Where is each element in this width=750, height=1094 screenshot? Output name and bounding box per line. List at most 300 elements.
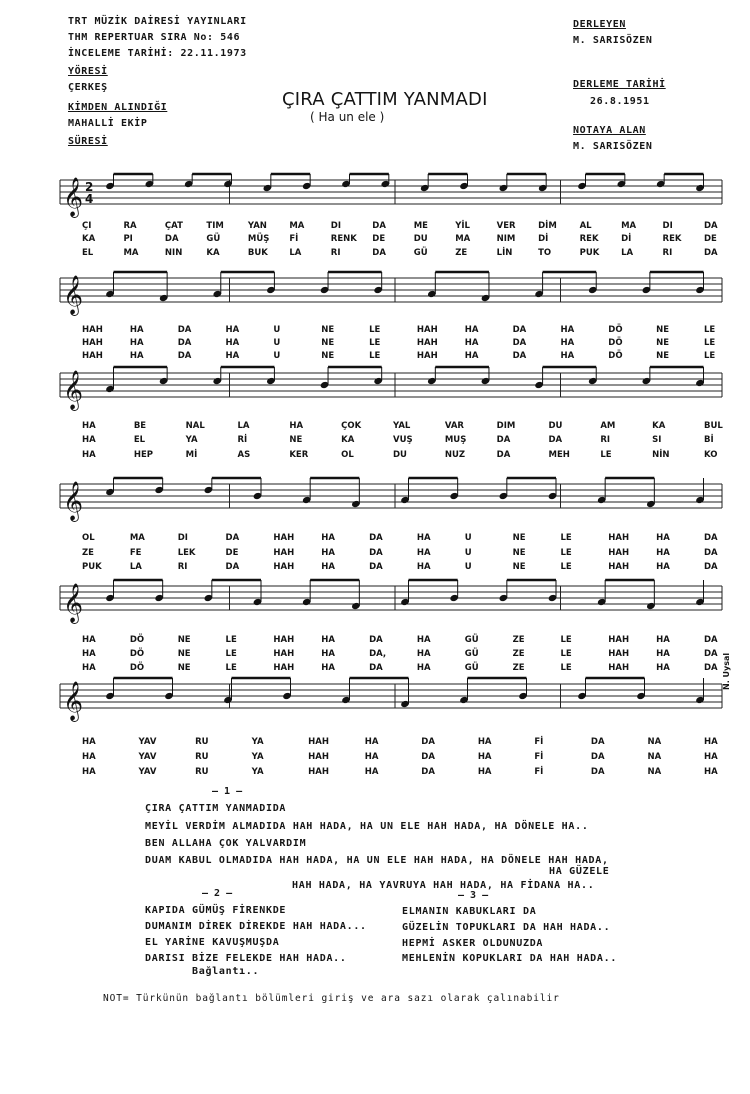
- lyric-syllable: NE: [321, 351, 335, 361]
- lyric-syllable: EL: [133, 435, 146, 445]
- verse-1-line-1: ÇIRA ÇATTIM YANMADIDA: [145, 803, 287, 814]
- verse-2-line-4: DARISI BİZE FELEKDE HAH HADA..: [145, 953, 347, 964]
- lyrics-s6-l2: [0, 752, 750, 766]
- lyrics-s1-l2: [0, 234, 750, 248]
- staff-system-6: [0, 676, 750, 736]
- lyric-syllable: NE: [177, 663, 191, 673]
- lyric-syllable: RU: [195, 737, 209, 747]
- lyric-syllable: U: [464, 548, 472, 558]
- collector-value: M. SARISÖZEN: [573, 35, 653, 46]
- lyrics-s2-l3: [0, 351, 750, 365]
- lyric-syllable: HA: [656, 562, 670, 572]
- verse-3-line-2: GÜZELİN TOPUKLARI DA HAH HADA..: [402, 922, 611, 933]
- lyric-syllable: DU: [393, 450, 407, 460]
- lyric-syllable: YA: [251, 737, 264, 747]
- verse-2-line-2: DUMANIM DİREK DİREKDE HAH HADA...: [145, 921, 367, 932]
- verse-3-line-3: HEPMİ ASKER OLDUNUZDA: [402, 938, 544, 949]
- lyric-syllable: HA: [129, 351, 144, 361]
- source-value: MAHALLİ EKİP: [68, 118, 148, 129]
- lyric-syllable: NE: [512, 533, 526, 543]
- lyric-syllable: ÇAT: [164, 221, 183, 231]
- notation-label: NOTAYA ALAN: [573, 125, 646, 136]
- lyric-syllable: DA: [704, 635, 718, 645]
- lyric-syllable: NIN: [164, 248, 183, 258]
- lyric-syllable: HA: [82, 421, 96, 431]
- lyric-syllable: NAL: [185, 421, 205, 431]
- lyric-syllable: DÖ: [608, 325, 623, 335]
- lyric-syllable: MUŞ: [444, 435, 467, 445]
- lyric-syllable: DA: [372, 248, 386, 258]
- lyric-syllable: U: [273, 351, 281, 361]
- collection-date-label: DERLEME TARİHİ: [573, 79, 666, 90]
- lyric-syllable: DA: [512, 351, 527, 361]
- treble-clef-icon: 𝄞: [63, 583, 84, 623]
- lyric-syllable: RU: [195, 767, 209, 777]
- lyric-syllable: DA: [369, 663, 383, 673]
- lyric-syllable: HAH: [273, 562, 295, 572]
- lyric-syllable: DA: [225, 562, 240, 572]
- lyric-syllable: HA: [82, 649, 96, 659]
- treble-clef-icon: 𝄞: [63, 481, 84, 521]
- treble-clef-icon: 𝄞: [63, 681, 84, 721]
- lyric-syllable: DA: [421, 767, 435, 777]
- lyric-syllable: PI: [123, 234, 133, 244]
- lyric-syllable: HA: [82, 450, 96, 460]
- lyric-syllable: DA: [372, 221, 386, 231]
- time-signature-top: 2: [85, 180, 94, 194]
- lyric-syllable: BUK: [247, 248, 268, 258]
- lyric-syllable: YAL: [393, 421, 411, 431]
- lyric-syllable: NA: [647, 737, 662, 747]
- verse-2-line-3: EL YARİNE KAVUŞMUŞDA: [145, 937, 280, 948]
- lyric-syllable: LA: [621, 248, 634, 258]
- lyric-syllable: DA: [369, 562, 383, 572]
- lyric-syllable: HA: [82, 767, 96, 777]
- lyrics-s4-l3: [0, 562, 750, 576]
- lyric-syllable: HAH: [416, 325, 438, 335]
- arranger-signature: N. Uysal: [722, 652, 731, 690]
- lyric-syllable: HA: [704, 737, 718, 747]
- lyric-syllable: GÜ: [206, 234, 221, 244]
- lyric-syllable: LE: [225, 635, 237, 645]
- treble-clef-icon: 𝄞: [63, 275, 84, 315]
- lyric-syllable: SI: [652, 435, 662, 445]
- lyric-syllable: DÖ: [608, 338, 623, 348]
- lyric-syllable: HA: [416, 649, 431, 659]
- lyric-syllable: DA: [177, 325, 192, 335]
- lyric-syllable: NE: [321, 325, 335, 335]
- lyric-syllable: DA: [590, 752, 605, 762]
- source-label: KİMDEN ALINDIĞI: [68, 102, 168, 113]
- lyric-syllable: HA: [225, 338, 240, 348]
- lyric-syllable: HA: [416, 533, 431, 543]
- lyric-syllable: HA: [321, 663, 335, 673]
- lyrics-s5-l3: [0, 663, 750, 677]
- lyric-syllable: DA: [369, 533, 383, 543]
- lyric-syllable: YA: [185, 435, 198, 445]
- lyric-syllable: DI: [177, 533, 188, 543]
- lyric-syllable: HAH: [608, 548, 630, 558]
- lyrics-s1-l3: [0, 248, 750, 262]
- lyric-syllable: OL: [82, 533, 95, 543]
- lyric-syllable: HAH: [273, 533, 295, 543]
- lyric-syllable: HA: [82, 663, 96, 673]
- treble-clef-icon: 𝄞: [63, 370, 84, 410]
- lyric-syllable: HAH: [308, 752, 329, 762]
- lyric-syllable: U: [464, 533, 472, 543]
- lyric-syllable: RI: [600, 435, 611, 445]
- lyric-syllable: HA: [704, 752, 718, 762]
- lyric-syllable: HA: [364, 737, 379, 747]
- verse-number-3-digit: 3: [470, 890, 477, 901]
- lyric-syllable: LİN: [496, 248, 513, 258]
- lyric-syllable: YAN: [247, 221, 267, 231]
- lyric-syllable: DA: [512, 338, 527, 348]
- lyric-syllable: DA: [590, 767, 605, 777]
- lyric-syllable: KA: [82, 234, 96, 244]
- lyric-syllable: HA: [321, 649, 335, 659]
- lyric-syllable: MA: [289, 221, 305, 231]
- lyric-syllable: HAH: [273, 635, 295, 645]
- lyric-syllable: HA: [225, 351, 240, 361]
- lyric-syllable: HA: [656, 649, 670, 659]
- lyric-syllable: YAV: [138, 737, 157, 747]
- lyric-syllable: DA: [704, 548, 718, 558]
- lyric-syllable: HAH: [416, 351, 438, 361]
- lyric-syllable: NIM: [496, 234, 516, 244]
- lyric-syllable: RI: [177, 562, 188, 572]
- lyric-syllable: ZE: [512, 649, 525, 659]
- lyric-syllable: HAH: [308, 767, 329, 777]
- lyric-syllable: DU: [413, 234, 428, 244]
- lyric-syllable: DA: [421, 752, 435, 762]
- lyrics-s4-l1: [0, 533, 750, 547]
- lyric-syllable: DÖ: [129, 649, 145, 659]
- lyric-syllable: DA: [421, 737, 435, 747]
- lyric-syllable: HA: [477, 737, 492, 747]
- lyric-syllable: HAH: [608, 663, 630, 673]
- lyric-syllable: YAV: [138, 767, 157, 777]
- lyric-syllable: NE: [177, 635, 191, 645]
- lyric-syllable: ME: [413, 221, 428, 231]
- lyric-syllable: VAR: [444, 421, 464, 431]
- lyric-syllable: HA: [416, 562, 431, 572]
- lyric-syllable: KA: [206, 248, 220, 258]
- lyric-syllable: DI: [330, 221, 342, 231]
- lyric-syllable: GÜ: [464, 649, 479, 659]
- lyric-syllable: EL: [82, 248, 94, 258]
- lyric-syllable: HA: [364, 752, 379, 762]
- lyric-syllable: LE: [369, 325, 381, 335]
- lyric-syllable: KER: [289, 450, 309, 460]
- notation-value: M. SARISÖZEN: [573, 141, 653, 152]
- lyric-syllable: AS: [237, 450, 251, 460]
- lyric-syllable: DE: [225, 548, 239, 558]
- verse-2-line-5: Bağlantı..: [192, 966, 260, 977]
- lyric-syllable: DA: [496, 435, 511, 445]
- lyric-syllable: LA: [129, 562, 142, 572]
- lyric-syllable: U: [273, 325, 281, 335]
- lyric-syllable: LE: [560, 635, 572, 645]
- lyric-syllable: NA: [647, 752, 662, 762]
- lyric-syllable: DA,: [369, 649, 387, 659]
- lyric-syllable: HAH: [273, 663, 295, 673]
- lyric-syllable: HA: [477, 752, 492, 762]
- lyric-syllable: HA: [704, 767, 718, 777]
- lyrics-s2-l1: [0, 325, 750, 339]
- lyric-syllable: MEH: [548, 450, 570, 460]
- lyric-syllable: DA: [704, 562, 718, 572]
- repertoire-number: THM REPERTUAR SIRA No: 546: [68, 32, 241, 43]
- lyrics-s6-l1: [0, 737, 750, 751]
- lyric-syllable: KA: [341, 435, 355, 445]
- lyric-syllable: HAH: [608, 649, 630, 659]
- lyric-syllable: HA: [464, 325, 479, 335]
- lyric-syllable: LE: [225, 663, 237, 673]
- publisher-line: TRT MÜZİK DAİRESİ YAYINLARI: [68, 16, 247, 27]
- collection-date-value: 26.8.1951: [590, 96, 650, 107]
- lyric-syllable: NA: [647, 767, 662, 777]
- lyric-syllable: LE: [704, 351, 716, 361]
- lyric-syllable: HAH: [273, 649, 295, 659]
- lyric-syllable: ZE: [82, 548, 94, 558]
- lyric-syllable: BE: [133, 421, 147, 431]
- lyric-syllable: Mİ: [185, 450, 198, 460]
- lyric-syllable: NE: [177, 649, 191, 659]
- lyric-syllable: PUK: [579, 248, 600, 258]
- lyric-syllable: HA: [82, 435, 96, 445]
- lyric-syllable: DA: [704, 221, 718, 231]
- lyric-syllable: HA: [656, 533, 670, 543]
- verse-number-3: — 3 —: [458, 890, 489, 901]
- lyric-syllable: LE: [704, 338, 716, 348]
- lyric-syllable: HA: [464, 351, 479, 361]
- song-title: ÇIRA ÇATTIM YANMADI: [282, 89, 488, 110]
- lyric-syllable: HAH: [308, 737, 329, 747]
- lyric-syllable: ÇI: [82, 221, 92, 231]
- lyric-syllable: LE: [560, 533, 572, 543]
- lyric-syllable: HA: [416, 635, 431, 645]
- lyric-syllable: DE: [372, 234, 386, 244]
- lyric-syllable: KA: [652, 421, 666, 431]
- lyric-syllable: GÜ: [464, 663, 479, 673]
- lyric-syllable: LE: [560, 663, 572, 673]
- lyric-syllable: Fİ: [534, 752, 544, 762]
- lyric-syllable: NE: [512, 548, 526, 558]
- lyric-syllable: HAH: [608, 562, 630, 572]
- lyric-syllable: RA: [123, 221, 137, 231]
- lyric-syllable: DA: [704, 248, 718, 258]
- lyric-syllable: LE: [225, 649, 237, 659]
- lyric-syllable: HA: [416, 663, 431, 673]
- lyric-syllable: TO: [538, 248, 552, 258]
- lyric-syllable: DA: [704, 649, 718, 659]
- lyric-syllable: HA: [129, 338, 144, 348]
- lyric-syllable: ÇOK: [341, 421, 362, 431]
- lyric-syllable: Fİ: [534, 767, 544, 777]
- lyric-syllable: DA: [496, 450, 511, 460]
- lyric-syllable: U: [273, 338, 281, 348]
- lyric-syllable: DA: [704, 663, 718, 673]
- lyric-syllable: DA: [369, 635, 383, 645]
- lyric-syllable: MA: [123, 248, 139, 258]
- lyric-syllable: Dİ: [621, 234, 632, 244]
- region-label: YÖRESİ: [68, 66, 108, 77]
- verse-1-line-6: HAH HADA, HA YAVRUYA HAH HADA, HA FİDANA HA..: [292, 880, 595, 891]
- lyrics-s5-l2: [0, 649, 750, 663]
- lyric-syllable: HA: [321, 533, 335, 543]
- lyric-syllable: HA: [82, 635, 96, 645]
- lyric-syllable: DA: [225, 533, 240, 543]
- lyric-syllable: HA: [321, 562, 335, 572]
- region-value: ÇERKEŞ: [68, 82, 108, 93]
- lyric-syllable: RENK: [330, 234, 357, 244]
- lyric-syllable: ZE: [512, 663, 525, 673]
- lyric-syllable: NE: [656, 351, 670, 361]
- lyric-syllable: LE: [369, 338, 381, 348]
- verse-number-2-digit: 2: [214, 888, 221, 899]
- lyric-syllable: NUZ: [444, 450, 466, 460]
- lyric-syllable: VER: [496, 221, 516, 231]
- lyric-syllable: DÖ: [129, 635, 145, 645]
- lyric-syllable: HA: [321, 548, 335, 558]
- verse-2-line-1: KAPIDA GÜMÜŞ FİRENKDE: [145, 905, 287, 916]
- lyric-syllable: LE: [369, 351, 381, 361]
- lyric-syllable: HAH: [82, 325, 103, 335]
- lyric-syllable: YA: [251, 752, 264, 762]
- lyric-syllable: HA: [82, 737, 96, 747]
- verse-1-line-4: DUAM KABUL OLMADIDA HAH HADA, HA UN ELE HAH HADA, HA DÖNELE HAH HADA,: [145, 855, 609, 866]
- lyric-syllable: DI: [662, 221, 673, 231]
- lyric-syllable: HA: [656, 663, 670, 673]
- lyrics-s3-l3: [0, 450, 750, 464]
- lyric-syllable: HA: [560, 325, 575, 335]
- lyric-syllable: YAV: [138, 752, 157, 762]
- lyric-syllable: MA: [129, 533, 145, 543]
- lyric-syllable: RI: [330, 248, 341, 258]
- lyric-syllable: MA: [455, 234, 471, 244]
- lyric-syllable: HAH: [608, 635, 630, 645]
- verse-3-line-1: ELMANIN KABUKLARI DA: [402, 906, 537, 917]
- lyric-syllable: Fİ: [534, 737, 544, 747]
- lyric-syllable: HA: [321, 635, 335, 645]
- lyric-syllable: NİN: [652, 450, 670, 460]
- lyrics-s2-l2: [0, 338, 750, 352]
- lyric-syllable: HAH: [273, 548, 295, 558]
- verse-1-line-2: MEYİL VERDİM ALMADIDA HAH HADA, HA UN ELE HAH HADA, HA DÖNELE HA..: [145, 821, 589, 832]
- lyrics-s3-l2: [0, 435, 750, 449]
- lyrics-s4-l2: [0, 548, 750, 562]
- lyric-syllable: AM: [600, 421, 616, 431]
- lyric-syllable: DA: [512, 325, 527, 335]
- lyric-syllable: HAH: [416, 338, 438, 348]
- lyric-syllable: Rİ: [237, 435, 248, 445]
- lyric-syllable: DIM: [496, 421, 516, 431]
- lyrics-s3-l1: [0, 421, 750, 435]
- lyric-syllable: BUL: [704, 421, 723, 431]
- lyric-syllable: LE: [704, 325, 716, 335]
- staff-system-5: [0, 578, 750, 638]
- verse-number-1-digit: 1: [224, 786, 231, 797]
- lyric-syllable: RI: [662, 248, 673, 258]
- lyric-syllable: HAH: [608, 533, 630, 543]
- lyric-syllable: HA: [560, 351, 575, 361]
- lyric-syllable: ZE: [455, 248, 468, 258]
- lyric-syllable: NE: [656, 325, 670, 335]
- lyric-syllable: DİM: [538, 221, 557, 231]
- review-date: İNCELEME TARİHİ: 22.11.1973: [68, 48, 247, 59]
- lyrics-s6-l3: [0, 767, 750, 781]
- lyrics-s5-l1: [0, 635, 750, 649]
- staff-system-3: [0, 365, 750, 425]
- lyric-syllable: REK: [579, 234, 599, 244]
- lyric-syllable: DA: [590, 737, 605, 747]
- staff-system-4: [0, 476, 750, 536]
- lyric-syllable: Bİ: [704, 435, 714, 445]
- lyric-syllable: HA: [464, 338, 479, 348]
- lyric-syllable: LE: [560, 562, 572, 572]
- lyric-syllable: DA: [704, 533, 718, 543]
- collector-label: DERLEYEN: [573, 19, 626, 30]
- lyric-syllable: OL: [341, 450, 354, 460]
- lyric-syllable: DA: [177, 338, 192, 348]
- lyric-syllable: HA: [656, 548, 670, 558]
- lyric-syllable: GÜ: [413, 248, 428, 258]
- lyric-syllable: RU: [195, 752, 209, 762]
- lyric-syllable: HAH: [82, 351, 103, 361]
- verse-number-2: — 2 —: [202, 888, 233, 899]
- lyric-syllable: NE: [656, 338, 670, 348]
- staff-system-2: [0, 270, 750, 330]
- lyric-syllable: HA: [289, 421, 304, 431]
- duration-label: SÜRESİ: [68, 136, 108, 147]
- lyric-syllable: NE: [512, 562, 526, 572]
- lyric-syllable: HA: [364, 767, 379, 777]
- lyrics-s1-l1: [0, 221, 750, 235]
- lyric-syllable: LA: [289, 248, 302, 258]
- lyric-syllable: ZE: [512, 635, 525, 645]
- lyric-syllable: AL: [579, 221, 592, 231]
- lyric-syllable: LA: [237, 421, 250, 431]
- verse-number-1: — 1 —: [212, 786, 243, 797]
- verse-3-line-4: MEHLENİN KOPUKLARI DA HAH HADA..: [402, 953, 618, 964]
- lyric-syllable: HA: [416, 548, 431, 558]
- lyric-syllable: LEK: [177, 548, 196, 558]
- lyric-syllable: DA: [548, 435, 563, 445]
- lyric-syllable: GÜ: [464, 635, 479, 645]
- verse-1-line-5: HA GÜZELE: [549, 866, 610, 877]
- lyric-syllable: HA: [82, 752, 96, 762]
- lyric-syllable: HA: [477, 767, 492, 777]
- lyric-syllable: REK: [662, 234, 682, 244]
- lyric-syllable: Fİ: [289, 234, 299, 244]
- lyric-syllable: U: [464, 562, 472, 572]
- lyric-syllable: MÜŞ: [247, 234, 270, 244]
- lyric-syllable: LE: [600, 450, 612, 460]
- lyric-syllable: FE: [129, 548, 142, 558]
- lyric-syllable: DA: [164, 234, 179, 244]
- lyric-syllable: PUK: [82, 562, 102, 572]
- lyric-syllable: HA: [560, 338, 575, 348]
- lyric-syllable: YİL: [455, 221, 470, 231]
- lyric-syllable: HAH: [82, 338, 103, 348]
- lyric-syllable: DE: [704, 234, 717, 244]
- lyric-syllable: MA: [621, 221, 637, 231]
- lyric-syllable: HA: [656, 635, 670, 645]
- lyric-syllable: DA: [369, 548, 383, 558]
- lyric-syllable: DA: [177, 351, 192, 361]
- lyric-syllable: DÖ: [129, 663, 145, 673]
